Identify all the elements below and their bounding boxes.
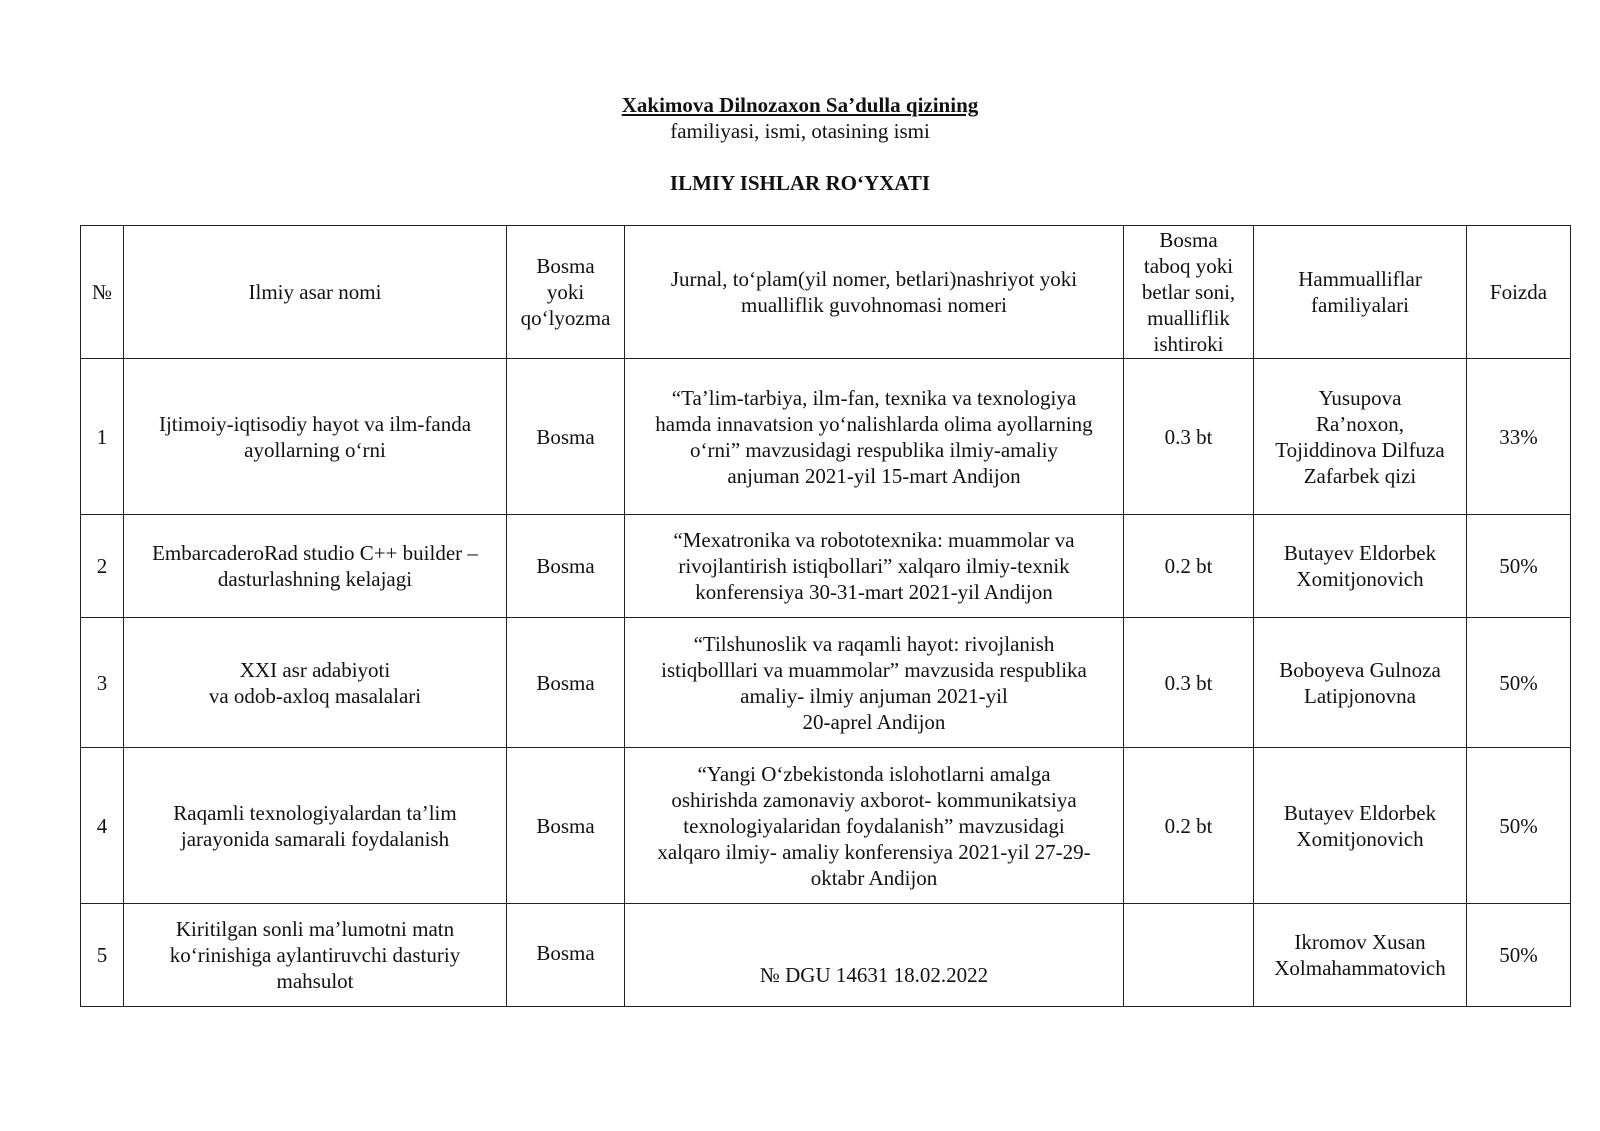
work-title: EmbarcaderoRad studio C++ builder – dasturlashning kelajagi [124, 515, 507, 618]
table-row [81, 904, 1571, 1007]
share-percent: 50% [1467, 748, 1571, 904]
work-title: Raqamli texnologiyalardan ta’lim jarayonida samarali foydalanish [124, 748, 507, 904]
journal-details: “Yangi O‘zbekistonda islohotlarni amalga oshirishda zamonaviy axborot- kommunikatsiya texnologiyalaridan foydalanish” mavzusidagi xalqaro ilmiy- amaliy konferensiya 2021-yil 27-29- oktabr Andijon [625, 748, 1124, 904]
work-title: XXI asr adabiyoti va odob-axloq masalalari [124, 618, 507, 748]
row-number: 1 [81, 359, 124, 515]
row-number: 2 [81, 515, 124, 618]
work-title: Kiritilgan sonli ma’lumotni matn ko‘rinishiga aylantiruvchi dasturiy mahsulot [124, 904, 507, 1007]
publication-form: Bosma [507, 618, 625, 748]
scientific-works-table [80, 225, 1571, 1007]
journal-details: “Ta’lim-tarbiya, ilm-fan, texnika va texnologiya hamda innavatsion yo‘nalishlarda olima ayollarning o‘rni” mavzusidagi respublika ilmiy-amaliy anjuman 2021-yil 15-mart Andijon [625, 359, 1124, 515]
table-header-row [81, 226, 1571, 359]
page-count: 0.2 bt [1124, 748, 1254, 904]
column-header-number: № [81, 226, 124, 359]
page-count: 0.3 bt [1124, 359, 1254, 515]
coauthors: Butayev Eldorbek Xomitjonovich [1254, 515, 1467, 618]
row-number: 5 [81, 904, 124, 1007]
publication-form: Bosma [507, 748, 625, 904]
column-header-title: Ilmiy asar nomi [124, 226, 507, 359]
table-row [81, 618, 1571, 748]
work-title: Ijtimoiy-iqtisodiy hayot va ilm-fanda ayollarning o‘rni [124, 359, 507, 515]
journal-details: “Mexatronika va robototexnika: muammolar va rivojlantirish istiqbollari” xalqaro ilmiy-texnik konferensiya 30-31-mart 2021-yil Andijon [625, 515, 1124, 618]
coauthors: Yusupova Ra’noxon, Tojiddinova Dilfuza Zafarbek qizi [1254, 359, 1467, 515]
author-name-caption: familiyasi, ismi, otasining ismi [670, 119, 930, 143]
share-percent: 50% [1467, 515, 1571, 618]
page-count: 0.2 bt [1124, 515, 1254, 618]
publication-form: Bosma [507, 515, 625, 618]
page-count: 0.3 bt [1124, 618, 1254, 748]
column-header-coauthors: Hammualliflar familiyalari [1254, 226, 1467, 359]
coauthors: Butayev Eldorbek Xomitjonovich [1254, 748, 1467, 904]
share-percent: 50% [1467, 618, 1571, 748]
table-row [81, 748, 1571, 904]
table-row [81, 515, 1571, 618]
column-header-percent: Foizda [1467, 226, 1571, 359]
page-count [1124, 904, 1254, 1007]
row-number: 3 [81, 618, 124, 748]
document-title: ILMIY ISHLAR RO‘YXATI [669, 171, 931, 195]
coauthors: Boboyeva Gulnoza Latipjonovna [1254, 618, 1467, 748]
publication-form: Bosma [507, 904, 625, 1007]
journal-details: “Tilshunoslik va raqamli hayot: rivojlanish istiqbolllari va muammolar” mavzusida respublika amaliy- ilmiy anjuman 2021-yil 20-aprel Andijon [625, 618, 1124, 748]
column-header-journal: Jurnal, to‘plam(yil nomer, betlari)nashriyot yoki mualliflik guvohnomasi nomeri [625, 226, 1124, 359]
table-row [81, 359, 1571, 515]
publication-form: Bosma [507, 359, 625, 515]
share-percent: 50% [1467, 904, 1571, 1007]
column-header-pages: Bosma taboq yoki betlar soni, mualliflik ishtiroki [1124, 226, 1254, 359]
share-percent: 33% [1467, 359, 1571, 515]
document-header [0, 92, 1600, 196]
author-name: Xakimova Dilnozaxon Sa’dulla qizining [621, 93, 979, 117]
journal-details: № DGU 14631 18.02.2022 [625, 904, 1124, 1007]
column-header-form: Bosma yoki qo‘lyozma [507, 226, 625, 359]
coauthors: Ikromov Xusan Xolmahammatovich [1254, 904, 1467, 1007]
row-number: 4 [81, 748, 124, 904]
